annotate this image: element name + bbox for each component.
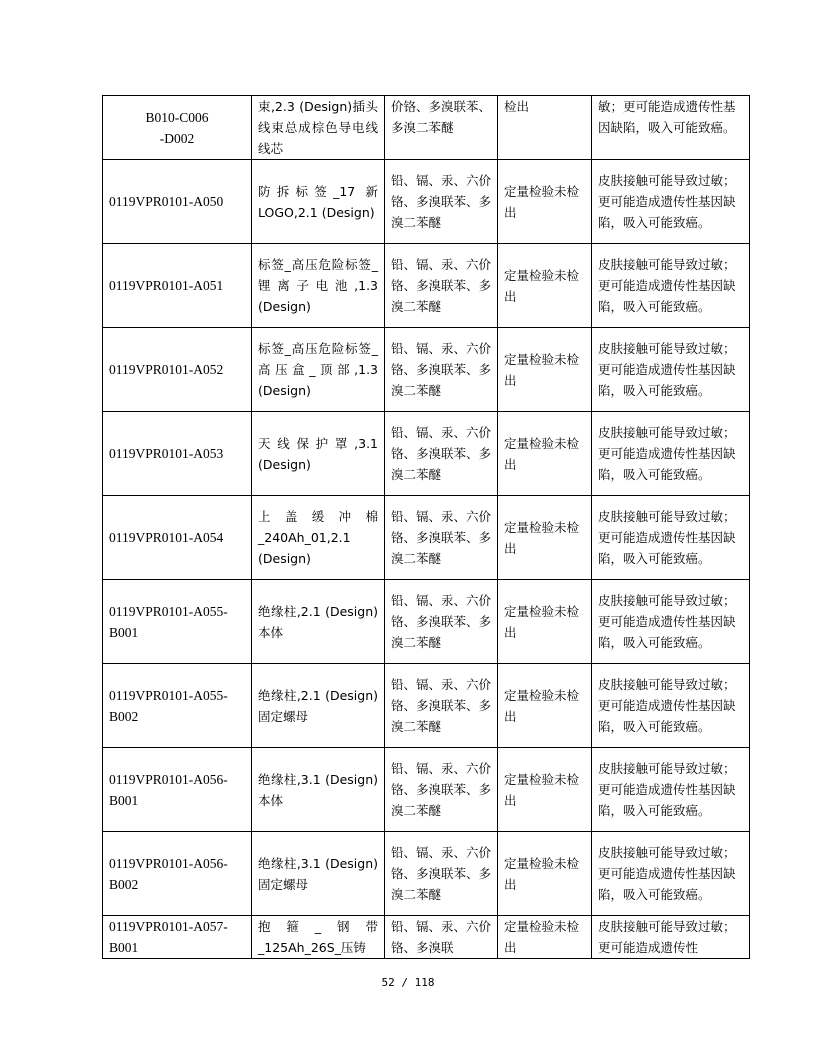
table-row [103, 916, 750, 959]
health-risk-cell: 皮肤接触可能导致过敏；更可能造成遗传性基因缺陷，吸入可能致癌。 [592, 664, 750, 748]
test-result-cell: 定量检验未检出 [498, 244, 592, 328]
test-result-cell: 定量检验未检出 [498, 748, 592, 832]
test-result-cell: 定量检验未检出 [498, 328, 592, 412]
part-description-cell: 标签_高压危险标签_高压盒_顶部,1.3 (Design) [252, 328, 385, 412]
substances-cell: 铅、镉、汞、六价铬、多溴联苯、多溴二苯醚 [385, 748, 498, 832]
health-risk-cell: 皮肤接触可能导致过敏；更可能造成遗传性基因缺陷，吸入可能致癌。 [592, 832, 750, 916]
substance-table [102, 95, 750, 959]
substances-cell: 铅、镉、汞、六价铬、多溴联苯、多溴二苯醚 [385, 244, 498, 328]
health-risk-cell: 皮肤接触可能导致过敏；更可能造成遗传性基因缺陷，吸入可能致癌。 [592, 160, 750, 244]
substances-cell: 铅、镉、汞、六价铬、多溴联苯、多溴二苯醚 [385, 664, 498, 748]
table-row [103, 96, 750, 160]
health-risk-cell: 皮肤接触可能导致过敏；更可能造成遗传性基因缺陷，吸入可能致癌。 [592, 244, 750, 328]
part-number-cell: B010-C006 -D002 [103, 96, 252, 160]
table-row [103, 580, 750, 664]
part-description-cell: 上盖缓冲棉_240Ah_01,2.1 (Design) [252, 496, 385, 580]
substances-cell: 铅、镉、汞、六价铬、多溴联苯、多溴二苯醚 [385, 580, 498, 664]
test-result-cell: 定量检验未检出 [498, 580, 592, 664]
table-row [103, 328, 750, 412]
part-number-cell: 0119VPR0101-A055-B002 [103, 664, 252, 748]
test-result-cell: 定量检验未检出 [498, 916, 592, 959]
part-description-cell: 束,2.3 (Design)插头线束总成棕色导电线线芯 [252, 96, 385, 160]
substances-cell: 铅、镉、汞、六价铬、多溴联苯、多溴二苯醚 [385, 160, 498, 244]
table-row [103, 160, 750, 244]
part-number-cell: 0119VPR0101-A050 [103, 160, 252, 244]
part-number-cell: 0119VPR0101-A053 [103, 412, 252, 496]
part-number-cell: 0119VPR0101-A052 [103, 328, 252, 412]
part-number-cell: 0119VPR0101-A057-B001 [103, 916, 252, 959]
part-number-cell: 0119VPR0101-A051 [103, 244, 252, 328]
table-row [103, 496, 750, 580]
part-description-cell: 天线保护罩,3.1 (Design) [252, 412, 385, 496]
substances-cell: 铅、镉、汞、六价铬、多溴联 [385, 916, 498, 959]
part-description-cell: 绝缘柱,2.1 (Design)固定螺母 [252, 664, 385, 748]
part-description-cell: 绝缘柱,3.1 (Design)固定螺母 [252, 832, 385, 916]
table-row [103, 244, 750, 328]
substances-cell: 铅、镉、汞、六价铬、多溴联苯、多溴二苯醚 [385, 328, 498, 412]
part-description-cell: 标签_高压危险标签_锂离子电池,1.3 (Design) [252, 244, 385, 328]
health-risk-cell: 皮肤接触可能导致过敏；更可能造成遗传性基因缺陷，吸入可能致癌。 [592, 748, 750, 832]
substances-cell: 价铬、多溴联苯、多溴二苯醚 [385, 96, 498, 160]
health-risk-cell: 皮肤接触可能导致过敏；更可能造成遗传性基因缺陷，吸入可能致癌。 [592, 496, 750, 580]
table-row [103, 832, 750, 916]
part-number-cell: 0119VPR0101-A056-B001 [103, 748, 252, 832]
test-result-cell: 检出 [498, 96, 592, 160]
health-risk-cell: 皮肤接触可能导致过敏；更可能造成遗传性 [592, 916, 750, 959]
part-number-cell: 0119VPR0101-A055-B001 [103, 580, 252, 664]
part-description-cell: 绝缘柱,3.1 (Design)本体 [252, 748, 385, 832]
test-result-cell: 定量检验未检出 [498, 412, 592, 496]
test-result-cell: 定量检验未检出 [498, 496, 592, 580]
table-row [103, 412, 750, 496]
health-risk-cell: 皮肤接触可能导致过敏；更可能造成遗传性基因缺陷，吸入可能致癌。 [592, 328, 750, 412]
part-number-cell: 0119VPR0101-A054 [103, 496, 252, 580]
table-row [103, 748, 750, 832]
substances-cell: 铅、镉、汞、六价铬、多溴联苯、多溴二苯醚 [385, 496, 498, 580]
part-description-cell: 抱箍_钢带_125Ah_26S_压铸 [252, 916, 385, 959]
test-result-cell: 定量检验未检出 [498, 664, 592, 748]
part-description-cell: 防拆标签_17 新LOGO,2.1 (Design) [252, 160, 385, 244]
page-number: 52 / 118 [381, 976, 435, 989]
health-risk-cell: 敏；更可能造成遗传性基因缺陷，吸入可能致癌。 [592, 96, 750, 160]
test-result-cell: 定量检验未检出 [498, 832, 592, 916]
health-risk-cell: 皮肤接触可能导致过敏；更可能造成遗传性基因缺陷，吸入可能致癌。 [592, 580, 750, 664]
health-risk-cell: 皮肤接触可能导致过敏；更可能造成遗传性基因缺陷，吸入可能致癌。 [592, 412, 750, 496]
test-result-cell: 定量检验未检出 [498, 160, 592, 244]
substances-cell: 铅、镉、汞、六价铬、多溴联苯、多溴二苯醚 [385, 832, 498, 916]
substances-cell: 铅、镉、汞、六价铬、多溴联苯、多溴二苯醚 [385, 412, 498, 496]
table-row [103, 664, 750, 748]
part-description-cell: 绝缘柱,2.1 (Design)本体 [252, 580, 385, 664]
part-number-cell: 0119VPR0101-A056-B002 [103, 832, 252, 916]
